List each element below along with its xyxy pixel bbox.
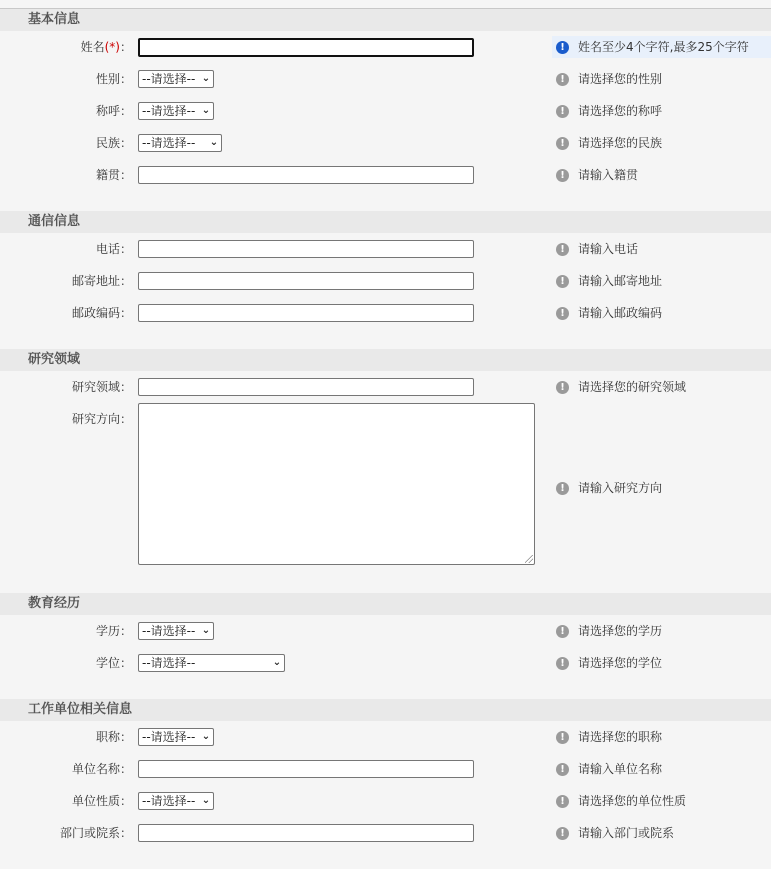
required-mark: (*) [104,40,120,54]
chevron-down-icon: ⌄ [209,137,219,148]
department-input[interactable] [138,824,474,842]
postcode-label: 邮政编码： [71,306,132,320]
research-direction-hint: ! 请输入研究方向 [556,479,662,497]
org-type-select[interactable]: --请选择-- ⌄ [138,792,214,810]
phone-input[interactable] [138,240,474,258]
chevron-down-icon: ⌄ [201,73,211,84]
chevron-down-icon: ⌄ [201,625,211,636]
name-input[interactable] [138,38,474,57]
info-icon: ! [556,275,569,288]
degree-hint: ! 请选择您的学位 [556,654,662,672]
address-label: 邮寄地址： [71,274,132,288]
org-type-label: 单位性质： [71,794,132,808]
chevron-down-icon: ⌄ [201,795,211,806]
native-place-label: 籍贯： [95,168,132,182]
section-research: 研究领域 [0,349,771,371]
education-hint: ! 请选择您的学历 [556,622,662,640]
phone-label: 电话： [95,242,132,256]
salutation-label: 称呼： [95,104,132,118]
org-name-input[interactable] [138,760,474,778]
info-icon: ! [556,827,569,840]
title-label: 职称： [95,730,132,744]
native-place-input[interactable] [138,166,474,184]
info-icon: ! [556,625,569,638]
education-select[interactable]: --请选择-- ⌄ [138,622,214,640]
chevron-down-icon: ⌄ [272,657,282,668]
info-icon: ! [556,105,569,118]
name-label: 姓名(*)： [80,40,132,54]
info-icon: ! [556,381,569,394]
address-hint: ! 请输入邮寄地址 [556,272,662,290]
name-hint: ! 姓名至少4个字符,最多25个字符 [552,36,771,58]
section-work: 工作单位相关信息 [0,699,771,721]
org-type-hint: ! 请选择您的单位性质 [556,792,686,810]
title-select[interactable]: --请选择-- ⌄ [138,728,214,746]
section-basic-info: 基本信息 [0,9,771,31]
gender-label: 性别： [95,72,132,86]
research-field-hint: ! 请选择您的研究领域 [556,378,686,396]
department-label: 部门或院系： [59,826,132,840]
ethnicity-label: 民族： [95,136,132,150]
postcode-input[interactable] [138,304,474,322]
info-icon: ! [556,307,569,320]
info-icon: ! [556,482,569,495]
chevron-down-icon: ⌄ [201,105,211,116]
org-name-label: 单位名称： [71,762,132,776]
postcode-hint: ! 请输入邮政编码 [556,304,662,322]
info-icon: ! [556,243,569,256]
degree-label: 学位： [95,656,132,670]
section-education: 教育经历 [0,593,771,615]
chevron-down-icon: ⌄ [201,731,211,742]
salutation-hint: ! 请选择您的称呼 [556,102,662,120]
org-name-hint: ! 请输入单位名称 [556,760,662,778]
address-input[interactable] [138,272,474,290]
gender-select[interactable]: --请选择-- ⌄ [138,70,214,88]
research-direction-label: 研究方向： [71,412,132,426]
research-direction-textarea[interactable] [138,403,535,565]
gender-hint: ! 请选择您的性别 [556,70,662,88]
info-icon: ! [556,731,569,744]
research-field-input[interactable] [138,378,474,396]
info-icon: ! [556,137,569,150]
salutation-select[interactable]: --请选择-- ⌄ [138,102,214,120]
info-icon: ! [556,169,569,182]
degree-select[interactable]: --请选择-- ⌄ [138,654,285,672]
title-hint: ! 请选择您的职称 [556,728,662,746]
phone-hint: ! 请输入电话 [556,240,638,258]
section-contact-info: 通信信息 [0,211,771,233]
education-label: 学历： [95,624,132,638]
info-icon: ! [556,763,569,776]
department-hint: ! 请输入部门或院系 [556,824,674,842]
native-place-hint: ! 请输入籍贯 [556,166,638,184]
info-icon: ! [556,73,569,86]
ethnicity-select[interactable]: --请选择-- ⌄ [138,134,222,152]
ethnicity-hint: ! 请选择您的民族 [556,134,662,152]
info-icon: ! [556,795,569,808]
resize-grip-icon[interactable] [525,555,533,563]
info-icon: ! [556,657,569,670]
info-icon: ! [556,41,569,54]
research-field-label: 研究领域： [71,380,132,394]
